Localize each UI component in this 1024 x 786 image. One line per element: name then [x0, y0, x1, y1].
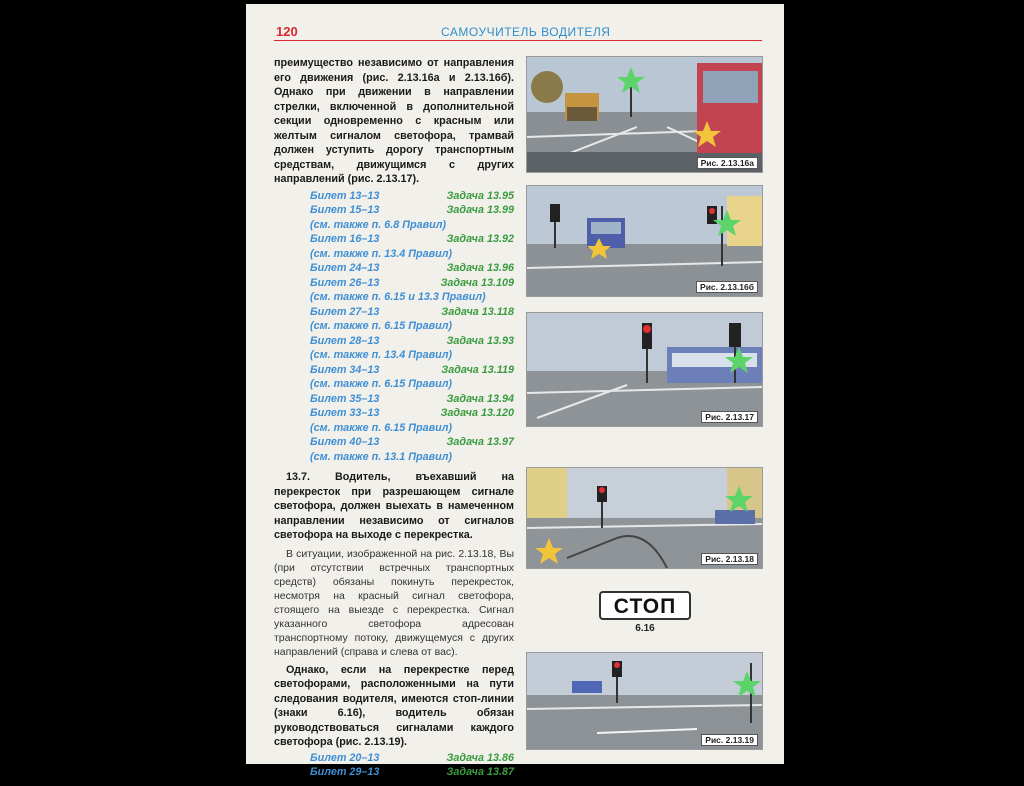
- ticket-note: (см. также п. 6.8 Правил): [310, 218, 447, 231]
- ticket-number: Билет 20–13: [310, 751, 380, 764]
- ticket-note: (см. также п. 6.15 Правил): [310, 320, 453, 332]
- ticket-row: [310, 305, 514, 320]
- ticket-row: [310, 363, 514, 378]
- task-number: Задача 13.118: [441, 305, 514, 318]
- paragraph-intro: преимущество независимо от направления его движения (рис. 2.13.16а и 2.13.16б). Однако при движении в направлении стрелки, включенной в дополнительной секции одновременно с красным или желтым сигналом светофора, трамвай должен уступить дорогу транспортным средствам, движущимся с других направлений (рис. 2.13.17).: [274, 57, 514, 185]
- ticket-row: [310, 334, 514, 349]
- figure-caption: Рис. 2.13.19: [701, 734, 758, 746]
- ticket-number: Билет 33–13: [310, 407, 380, 419]
- ticket-row: [310, 261, 514, 276]
- stop-line-sign: СТОП: [599, 591, 691, 620]
- ticket-number: Билет 29–13: [310, 766, 380, 778]
- figure-caption: Рис. 2.13.18: [701, 553, 758, 565]
- task-number: Задача 13.87: [446, 766, 514, 778]
- task-number: Задача 13.93: [446, 334, 514, 347]
- ticket-number: Билет 34–13: [310, 363, 380, 376]
- ticket-row: [310, 232, 514, 247]
- ticket-note: (см. также п. 13.4 Правил): [310, 349, 453, 361]
- figure-caption: Рис. 2.13.16б: [696, 281, 758, 293]
- ticket-row: [310, 189, 514, 204]
- task-number: Задача 13.94: [446, 392, 514, 405]
- ticket-number: Билет 40–13: [310, 436, 380, 448]
- ticket-note: (см. также п. 13.4 Правил): [310, 247, 453, 260]
- text-column: [274, 56, 514, 786]
- task-number: Задача 13.96: [446, 262, 514, 274]
- header-rule: [274, 40, 762, 41]
- figure-2-13-18: [526, 467, 763, 569]
- ticket-row: [310, 276, 514, 291]
- task-number: Задача 13.99: [446, 204, 514, 216]
- ticket-number: Билет 16–13: [310, 233, 380, 245]
- task-number: Задача 13.86: [446, 751, 514, 764]
- task-number: Задача 13.95: [446, 189, 514, 202]
- figure-2-13-16a: [526, 56, 763, 173]
- ticket-list-2: [310, 751, 514, 780]
- intersection-illustration: [527, 313, 762, 426]
- ticket-row: [310, 406, 514, 421]
- task-number: Задача 13.120: [440, 407, 514, 419]
- ticket-number: Билет 27–13: [310, 305, 380, 318]
- ticket-note: (см. также п. 13.1 Правил): [310, 450, 453, 463]
- ticket-number: Билет 15–13: [310, 204, 380, 216]
- intersection-illustration: [527, 57, 762, 172]
- running-title: САМОУЧИТЕЛЬ ВОДИТЕЛЯ: [441, 25, 611, 39]
- ticket-note: (см. также п. 6.15 и 13.3 Правил): [310, 291, 486, 303]
- task-number: Задача 13.92: [446, 233, 514, 245]
- ticket-number: Билет 28–13: [310, 334, 380, 347]
- figure-2-13-16b: [526, 185, 763, 297]
- ticket-row: [310, 203, 514, 218]
- ticket-note: (см. также п. 6.15 Правил): [310, 378, 453, 390]
- ticket-note: (см. также п. 6.15 Правил): [310, 421, 453, 434]
- page-number: 120: [276, 24, 298, 39]
- ticket-row: [310, 392, 514, 407]
- intersection-illustration: [527, 186, 762, 296]
- ticket-number: Билет 13–13: [310, 189, 380, 202]
- task-number: Задача 13.119: [441, 363, 514, 376]
- book-page: [246, 4, 784, 778]
- figure-caption: Рис. 2.13.17: [701, 411, 758, 423]
- paragraph-situation: В ситуации, изображенной на рис. 2.13.18, Вы (при отсутствии встречных транспортных средств) обязаны покинуть перекресток, несмотря на красный сигнал светофора, стоящего на выезде с перекрестка. Сигнал указанного светофора адресован транспортному потоку, движущемуся с других направлений (справа и слева от вас).: [274, 547, 514, 658]
- ticket-number: Билет 35–13: [310, 392, 380, 405]
- figure-2-13-19: [526, 652, 763, 750]
- paragraph-stop-lines: Однако, если на перекрестке перед светофорами, расположенными на пути следования водителя, имеются стоп-линии (знаки 6.16), водитель обязан руководствоваться сигналами каждого светофора (рис. 2.13.19).: [274, 663, 514, 748]
- task-number: Задача 13.109: [440, 276, 514, 289]
- sign-code: 6.16: [635, 623, 655, 634]
- ticket-number: Билет 24–13: [310, 262, 380, 274]
- ticket-number: Билет 26–13: [310, 276, 380, 289]
- task-number: Задача 13.97: [446, 436, 514, 448]
- figure-2-13-17: [526, 312, 763, 427]
- ticket-row: [310, 765, 514, 780]
- ticket-row: [310, 435, 514, 450]
- figure-caption: Рис. 2.13.16а: [697, 157, 758, 169]
- ticket-row: [310, 751, 514, 766]
- ticket-list: [310, 189, 514, 465]
- paragraph-rule-13-7: 13.7. Водитель, въехавший на перекресток при разрешающем сигнале светофора, должен выехать в намеченном направлении независимо от сигналов светофора на выходе с перекрестка.: [274, 471, 514, 541]
